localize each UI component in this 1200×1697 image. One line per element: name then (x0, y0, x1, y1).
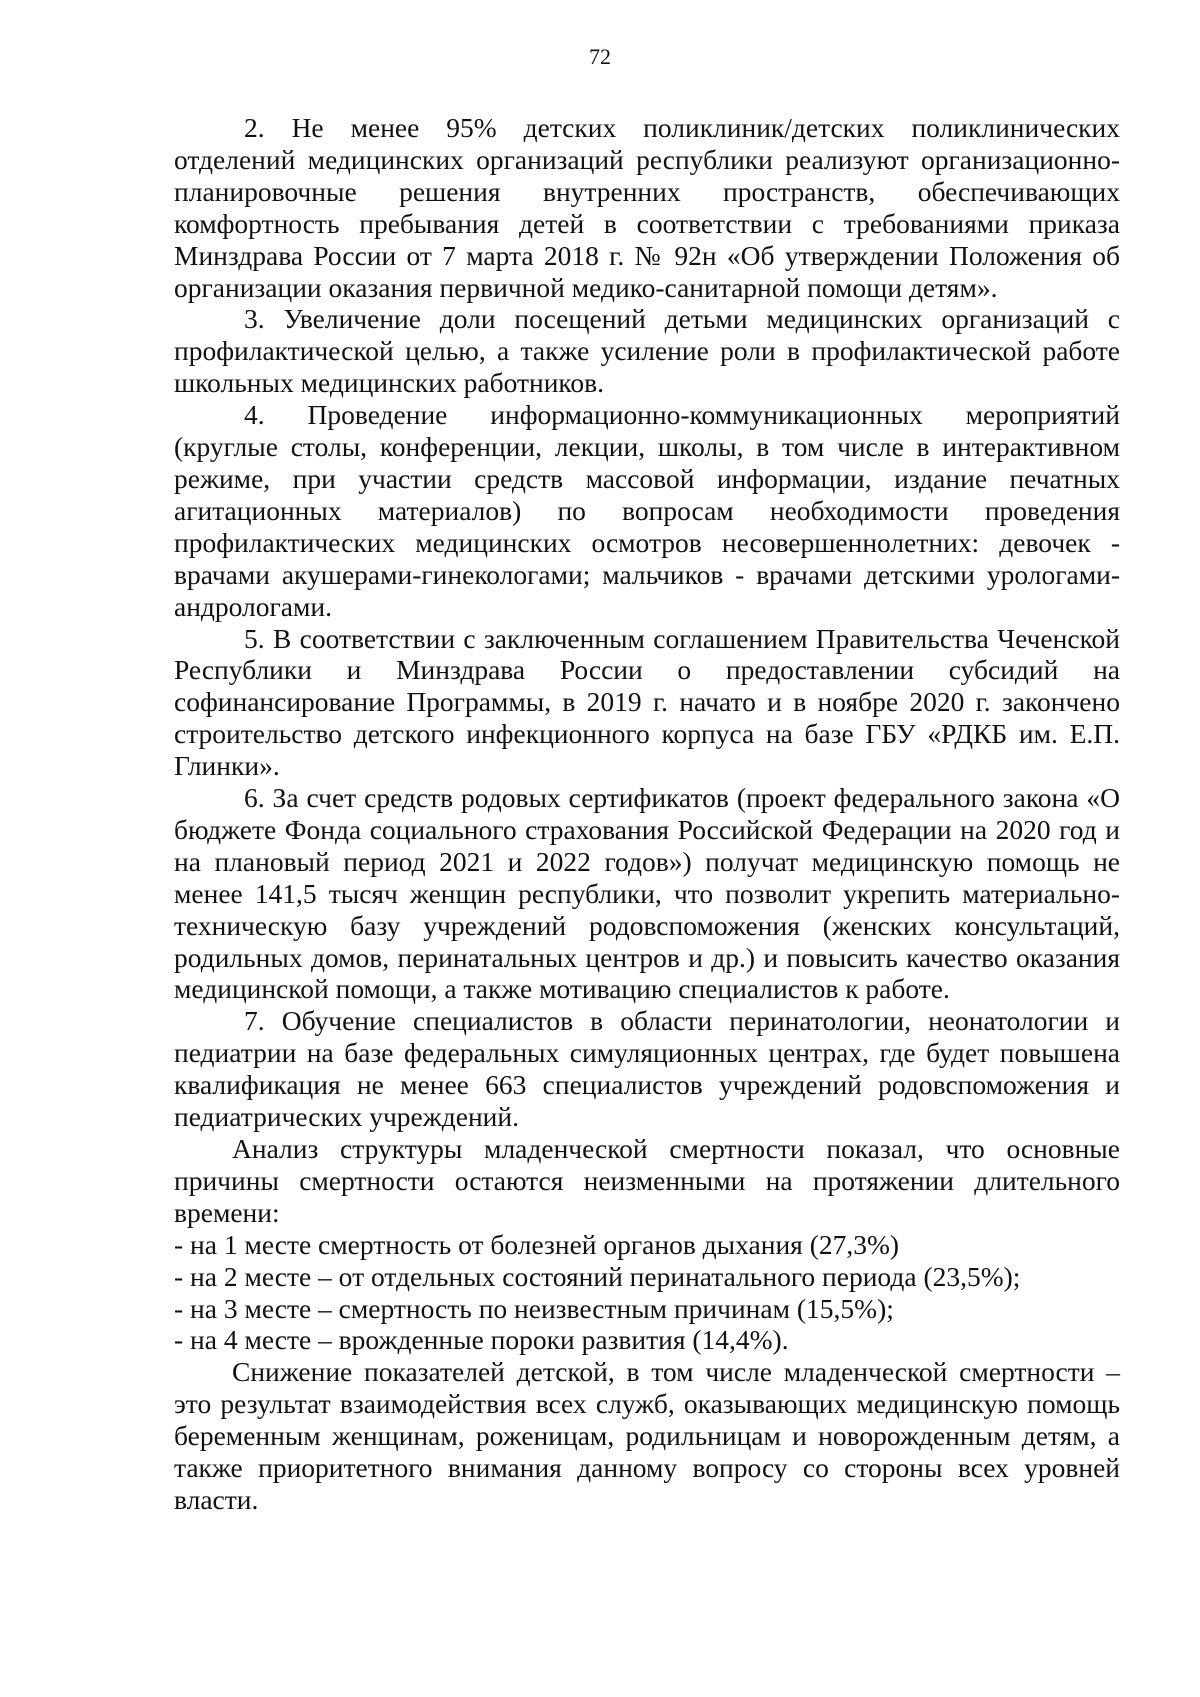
list-item-2: 2. Не менее 95% детских поликлиник/детских поликлинических отделений медицинских организаций республики реализуют организационно-планировочные решения внутренних пространств, обеспечивающих комфортность пребывания детей в соответствии с требованиями приказа Минздрава России от 7 марта 2018 г. № 92н «Об утверждении Положения об организации оказания первичной медико-санитарной помощи детям». (174, 112, 1120, 303)
list-item-4: 4. Проведение информационно-коммуникационных мероприятий (круглые столы, конференции, лекции, школы, в том числе в интерактивном режиме, при участии средств массовой информации, издание печатных агитационных материалов) по вопросам необходимости проведения профилактических медицинских осмотров несовершеннолетних: девочек - врачами акушерами-гинекологами; мальчиков - врачами детскими урологами-андрологами. (174, 399, 1120, 622)
list-item-5: 5. В соответствии с заключенным соглашением Правительства Чеченской Республики и Минздрава России о предоставлении субсидий на софинансирование Программы, в 2019 г. начато и в ноябре 2020 г. закончено строительство детского инфекционного корпуса на базе ГБУ «РДКБ им. Е.П. Глинки». (174, 622, 1120, 782)
list-item-6: 6. За счет средств родовых сертификатов (проект федерального закона «О бюджете Фонда социального страхования Российской Федерации на 2020 год и на плановый период 2021 и 2022 годов») получат медицинскую помощь не менее 141,5 тысяч женщин республики, что позволит укрепить материально-техническую базу учреждений родовспоможения (женских консультаций, родильных домов, перинатальных центров и др.) и повысить качество оказания медицинской помощи, а также мотивацию специалистов к работе. (174, 782, 1120, 1005)
conclusion-paragraph: Снижение показателей детской, в том числе младенческой смертности – это результат взаимодействия всех служб, оказывающих медицинскую помощь беременным женщинам, роженицам, родильницам и новорожденным детям, а также приоритетного внимания данному вопросу со стороны всех уровней власти. (174, 1356, 1120, 1515)
cause-item-3: - на 3 месте – смертность по неизвестным причинам (15,5%); (174, 1292, 894, 1324)
list-item-7: 7. Обучение специалистов в области перинатологии, неонатологии и педиатрии на базе федеральных симуляционных центрах, где будет повышена квалификация не менее 663 специалистов учреждений родовспоможения и педиатрических учреждений. (174, 1005, 1120, 1133)
cause-item-2: - на 2 месте – от отдельных состояний перинатального периода (23,5%); (174, 1260, 1021, 1292)
list-item-3: 3. Увеличение доли посещений детьми медицинских организаций с профилактической целью, а также усиление роли в профилактической работе школьных медицинских работников. (174, 303, 1120, 399)
page-number: 72 (589, 44, 611, 69)
analysis-paragraph: Анализ структуры младенческой смертности показал, что основные причины смертности остаются неизменными на протяжении длительного времени: (174, 1133, 1120, 1228)
cause-item-1: - на 1 месте смертность от болезней органов дыхания (27,3%) (174, 1228, 900, 1260)
document-body (174, 112, 1120, 1516)
cause-item-4: - на 4 месте – врожденные пороки развития (14,4%). (174, 1324, 789, 1356)
